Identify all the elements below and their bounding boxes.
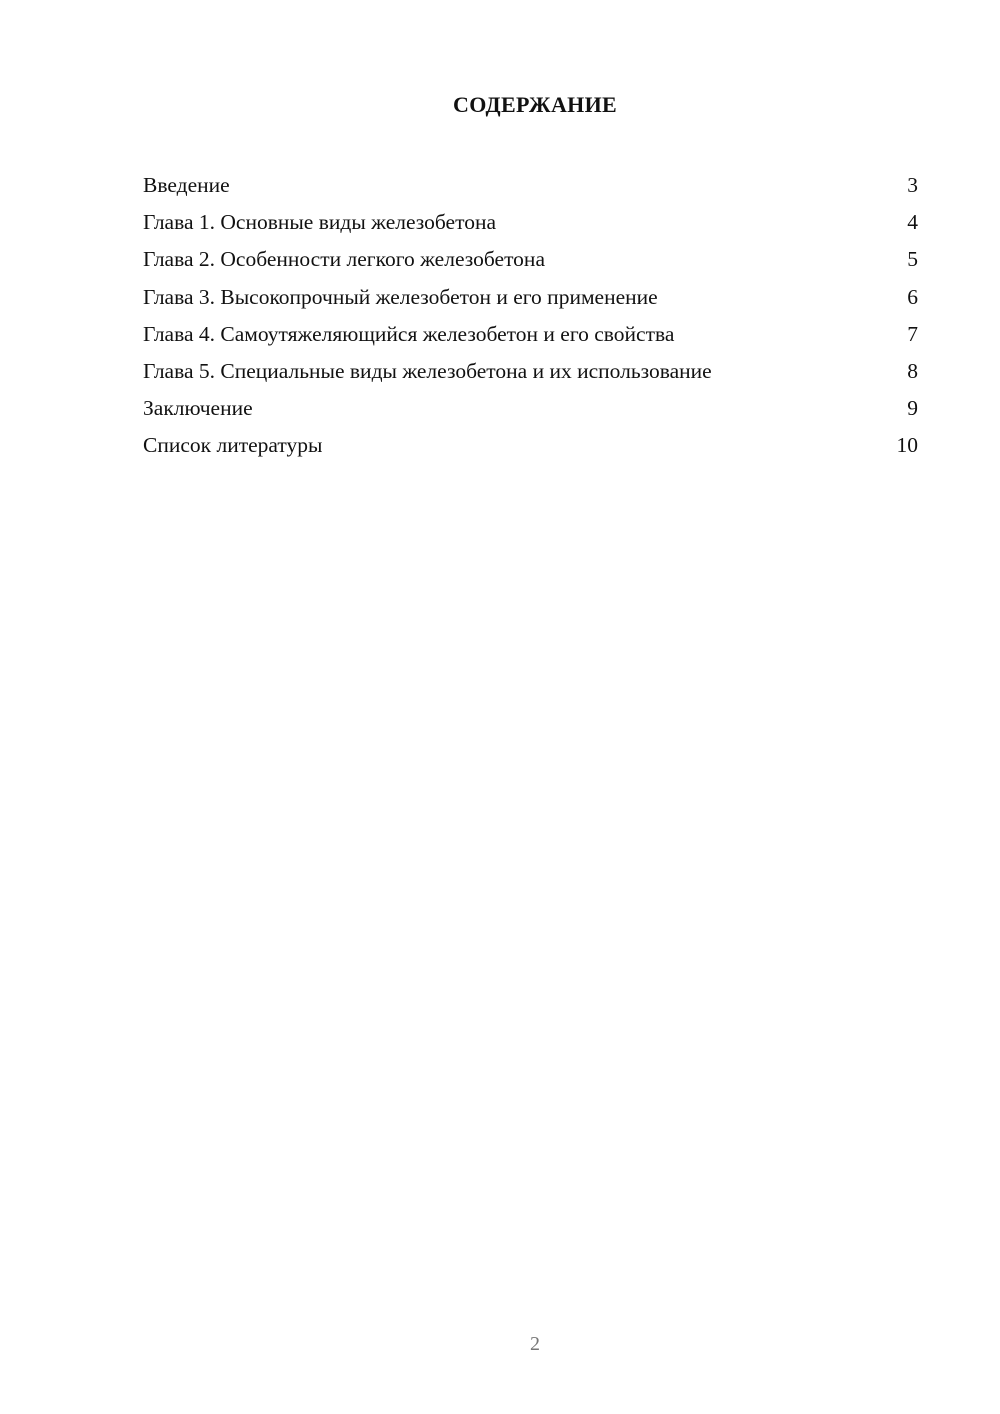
toc-entry-label: Список литературы — [143, 433, 323, 458]
toc-entry-page: 8 — [907, 358, 918, 383]
page-number: 2 — [530, 1333, 540, 1355]
toc-entry-page: 10 — [896, 433, 918, 458]
toc-entry — [143, 428, 918, 465]
toc-entry-page: 6 — [907, 284, 918, 309]
toc-entry-page: 9 — [907, 396, 918, 421]
toc-entry — [143, 391, 918, 428]
toc-entry — [143, 205, 918, 242]
toc-entry-label: Глава 4. Самоутяжеляющийся железобетон и его свойства — [143, 321, 675, 346]
toc-entry-page: 7 — [907, 321, 918, 346]
toc-entry-label: Введение — [143, 173, 230, 197]
toc-entry-page: 3 — [907, 173, 918, 197]
page-title: СОДЕРЖАНИЕ — [453, 92, 617, 117]
toc-entry-label: Глава 5. Специальные виды железобетона и их использование — [143, 358, 712, 383]
toc-entry-page: 5 — [907, 247, 918, 272]
toc-entry — [143, 168, 918, 205]
toc-entry — [143, 280, 918, 317]
toc-entry — [143, 242, 918, 279]
toc-entry — [143, 354, 918, 391]
table-of-contents — [143, 168, 918, 466]
toc-entry-page: 4 — [907, 210, 918, 235]
toc-entry — [143, 317, 918, 354]
toc-entry-label: Глава 2. Особенности легкого железобетона — [143, 247, 545, 272]
toc-entry-label: Глава 1. Основные виды железобетона — [143, 210, 497, 235]
toc-entry-label: Заключение — [143, 396, 253, 421]
toc-entry-label: Глава 3. Высокопрочный железобетон и его применение — [143, 284, 658, 309]
